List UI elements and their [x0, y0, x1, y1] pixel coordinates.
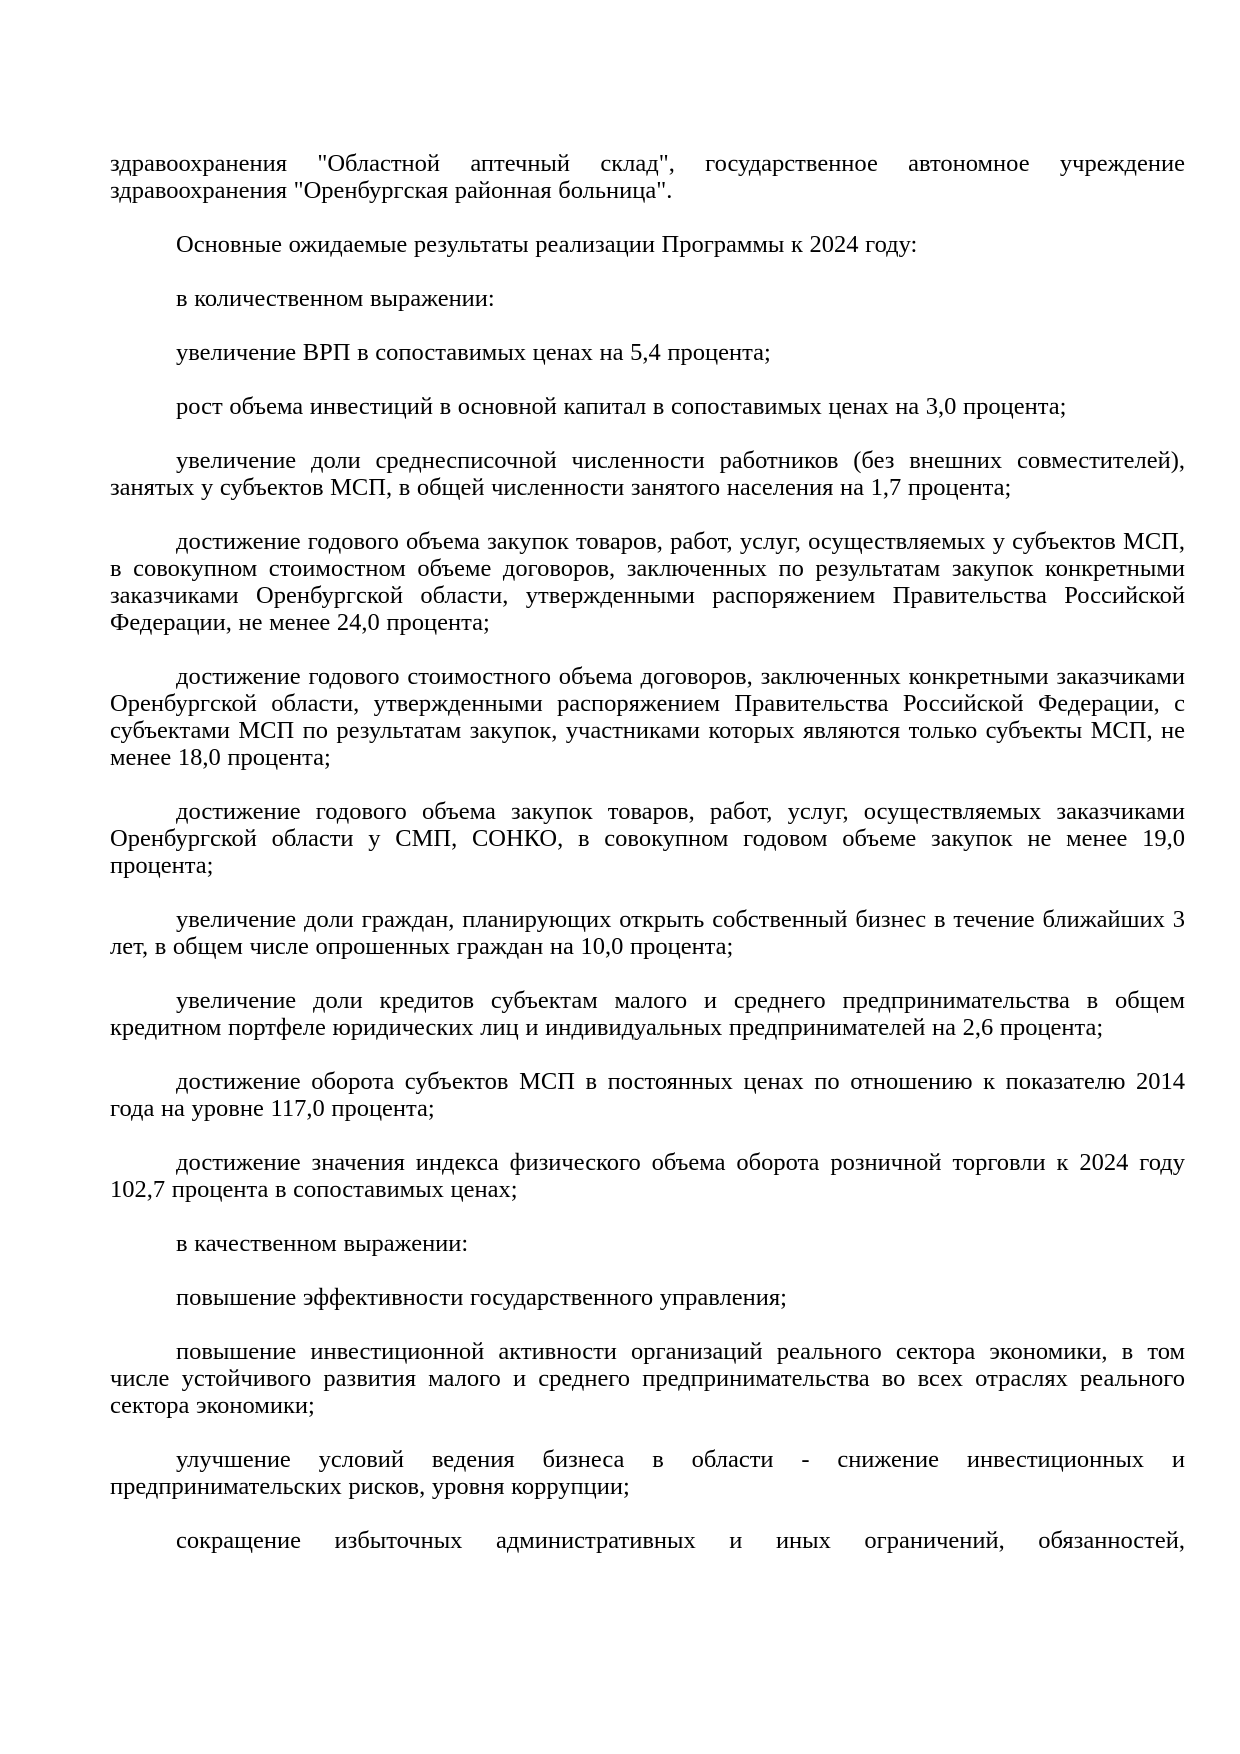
paragraph-vrp-growth: увеличение ВРП в сопоставимых ценах на 5,4 процента; [176, 339, 771, 366]
paragraph-continuation: здравоохранения "Областной аптечный склад", государственное автономное учреждение здравоохранения "Оренбургская районная больница". [110, 150, 1185, 204]
paragraph-investment-activity: повышение инвестиционной активности организаций реального сектора экономики, в том числе устойчивого развития малого и среднего предпринимательства во всех отраслях реального сектора экономики; [110, 1338, 1185, 1419]
paragraph-credit-share-26: увеличение доли кредитов субъектам малого и среднего предпринимательства в общем кредитном портфеле юридических лиц и индивидуальных предпринимателей на 2,6 процента; [110, 987, 1185, 1041]
paragraph-investment-growth: рост объема инвестиций в основной капитал в сопоставимых ценах на 3,0 процента; [176, 393, 1067, 420]
paragraph-procurement-volume-24: достижение годового объема закупок товаров, работ, услуг, осуществляемых у субъектов МСП, в совокупном стоимостном объеме договоров, заключенных по результатам закупок конкретными заказчиками Оренбургской области, утвержденными распоряжением Правительства Российской Федерации, не менее 24,0 процента; [110, 528, 1185, 636]
paragraph-retail-index-1027: достижение значения индекса физического объема оборота розничной торговли к 2024 году 102,7 процента в сопоставимых ценах; [110, 1149, 1185, 1203]
paragraph-contracts-volume-18: достижение годового стоимостного объема договоров, заключенных конкретными заказчиками Оренбургской области, утвержденными распоряжением Правительства Российской Федерации, с субъектами МСП по результатам закупок, участниками которых являются только субъекты МСП, не менее 18,0 процента; [110, 663, 1185, 771]
paragraph-msp-turnover-117: достижение оборота субъектов МСП в постоянных ценах по отношению к показателю 2014 года на уровне 117,0 процента; [110, 1068, 1185, 1122]
paragraph-citizens-business-plans-10: увеличение доли граждан, планирующих открыть собственный бизнес в течение ближайших 3 лет, в общем числе опрошенных граждан на 10,0 процента; [110, 906, 1185, 960]
paragraph-governance-efficiency: повышение эффективности государственного управления; [176, 1284, 787, 1311]
paragraph-msp-employment-share: увеличение доли среднесписочной численности работников (без внешних совместителей), занятых у субъектов МСП, в общей численности занятого населения на 1,7 процента; [110, 447, 1185, 501]
paragraph-qualitative-heading: в качественном выражении: [176, 1230, 469, 1257]
paragraph-procurement-smp-sonko-19: достижение годового объема закупок товаров, работ, услуг, осуществляемых заказчиками Оренбургской области у СМП, СОНКО, в совокупном годовом объеме закупок не менее 19,0 процента; [110, 798, 1185, 879]
paragraph-admin-restrictions-cut: сокращение избыточных административных и иных ограничений, обязанностей, [176, 1527, 1185, 1554]
paragraph-quantitative-heading: в количественном выражении: [176, 285, 495, 312]
paragraph-business-conditions: улучшение условий ведения бизнеса в области - снижение инвестиционных и предпринимательских рисков, уровня коррупции; [110, 1446, 1185, 1500]
paragraph-expected-results-heading: Основные ожидаемые результаты реализации Программы к 2024 году: [176, 231, 918, 258]
